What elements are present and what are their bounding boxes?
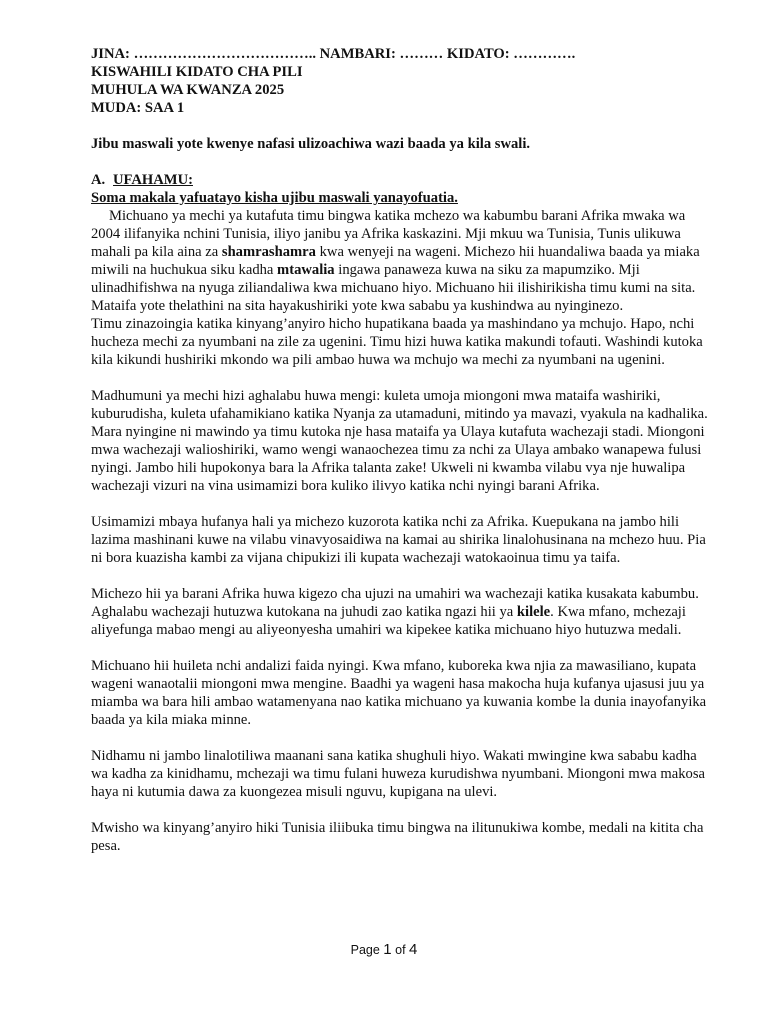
page-footer [0,941,768,958]
term-title: MUHULA WA KWANZA 2025 [91,82,285,98]
passage-paragraph-1 [91,207,708,315]
p5-bold-word: kilele [516,604,551,620]
total-pages-number: 4 [409,941,418,958]
general-instruction: Jibu maswali yote kwenye nafasi ulizoachiwa wazi baada ya kila swali. [91,136,531,152]
passage-paragraph-3: Madhumuni ya mechi hizi aghalabu huwa mengi: kuleta umoja miongoni mwa mataifa washiriki, kuburudisha, kuleta ufahamikiano katika Nyanja za utamaduni, mitindo ya mavazi, vyakula na kadhalika. Mara nyingine ni mawindo ya timu kutoka nje hasa mataifa ya Ulaya kutafuta wachezaji stadi. Miongoni mwa wachezaji walioshiriki, wamo wengi wanaochezea timu za nchi za Ulaya ambako wanapewa fulusi nyingi. Jambo hili hupokonya bara la Afrika talanta zake! Ukweli ni kwamba vilabu vya nje huwalipa wachezaji vizuri na vina usimamizi bora kuliko ilivyo katika nchi nyingi barani Afrika. [91,388,708,494]
section-heading [91,171,708,189]
student-details-line: JINA: ……………………………….. NAMBARI: ……… KIDATO: …………. [91,46,576,62]
section-title: UFAHAMU: [113,172,193,188]
p1-bold-word-2: mtawalia [277,262,335,278]
passage-paragraph-6: Michuano hii huileta nchi andalizi faida nyingi. Kwa mfano, kuboreka kwa njia za mawasiliano, kupata wageni wanaotalii miongoni mwa mengine. Baadhi ya wageni hasa makocha huja kufanya ujasusi juu ya miamba wa bara hili ambao watamenyana nao katika michuano ya kuwania kombe la dunia inayofanyika baada ya kila miaka minne. [91,658,707,728]
section-subtitle: Soma makala yafuatayo kisha ujibu maswali yanayofuatia. [91,190,458,206]
p1-text-e: ingawa panaweza kuwa na siku za mapumziko. Mji ulinadhifishwa na nyuga ziliandaliwa kwa michuano hiyo. Michuano hii ilishirikisha timu kumi na sita. Mataifa yote thelathini na sita hayakushiriki yote kwa sababu ya kushindwa au nyinginezo. [91,262,696,314]
p5-text-c: . Kwa mfano, mchezaji aliyefunga mabao mengi au aliyeonyesha umahiri wa kipekee katika michuano hiyo hutuzwa medali. [91,604,686,638]
passage-paragraph-8: Mwisho wa kinyang’anyiro hiki Tunisia iliibuka timu bingwa na ilitunukiwa kombe, medali na kitita cha pesa. [91,820,704,854]
page-label: Page [350,943,380,957]
of-label: of [395,943,406,957]
p1-text-c: kwa wenyeji na wageni. Michezo hii huandaliwa baada ya miaka miwili na huchukua siku kadha [91,244,700,278]
p1-text-a: Michuano ya mechi ya kutafuta timu bingwa katika mchezo wa kabumbu barani Afrika mwaka wa 2004 ilifanyika nchini Tunisia, iliyo janibu ya Afrika kaskazini. Mji mkuu wa Tunisia, Tunis ulikuwa mahali pa kila aina za [91,208,686,260]
passage-paragraph-4: Usimamizi mbaya hufanya hali ya michezo kuzorota katika nchi za Afrika. Kuepukana na jambo hili lazima mashinani kuwe na vilabu vinavyosaidiwa na kamai au shirika linalohusinana na mchezo huu. Pia ni bora kuazisha kambi za vijana chipukizi ili kupata wachezaji watokaoinua timu ya taifa. [91,514,706,566]
p5-text-a: Michezo hii ya barani Afrika huwa kigezo cha ujuzi na umahiri wa wachezaji katika kusakata kabumbu. Aghalabu wachezaji hutuzwa kutokana na juhudi zao katika ngazi hii ya [91,586,699,620]
p1-bold-word-1: shamrashamra [221,244,316,260]
passage-paragraph-7: Nidhamu ni jambo linalotiliwa maanani sana katika shughuli hiyo. Wakati mwingine kwa sababu kadha wa kadha za kinidhamu, mchezaji wa timu fulani huweza kurudishwa nyumbani. Miongoni mwa makosa haya ni kutumia dawa za kuongezea misuli nguvu, kupigana na ulevi. [91,748,705,800]
current-page-number: 1 [383,941,392,958]
section-number: A. [91,172,106,188]
subject-title: KISWAHILI KIDATO CHA PILI [91,64,303,80]
passage-paragraph-5 [91,585,708,639]
document-page [91,45,708,855]
passage-paragraph-2: Timu zinazoingia katika kinyang’anyiro hicho hupatikana baada ya mashindano ya mchujo. Hapo, nchi hucheza mechi za nyumbani na zile za ugenini. Timu hizi huwa katika makundi tofauti. Washindi kutoka kila kikundi hushiriki mkondo wa pili ambao huwa wa mchujo wa mechi za nyumbani na ugenini. [91,316,703,368]
duration-line: MUDA: SAA 1 [91,100,185,116]
